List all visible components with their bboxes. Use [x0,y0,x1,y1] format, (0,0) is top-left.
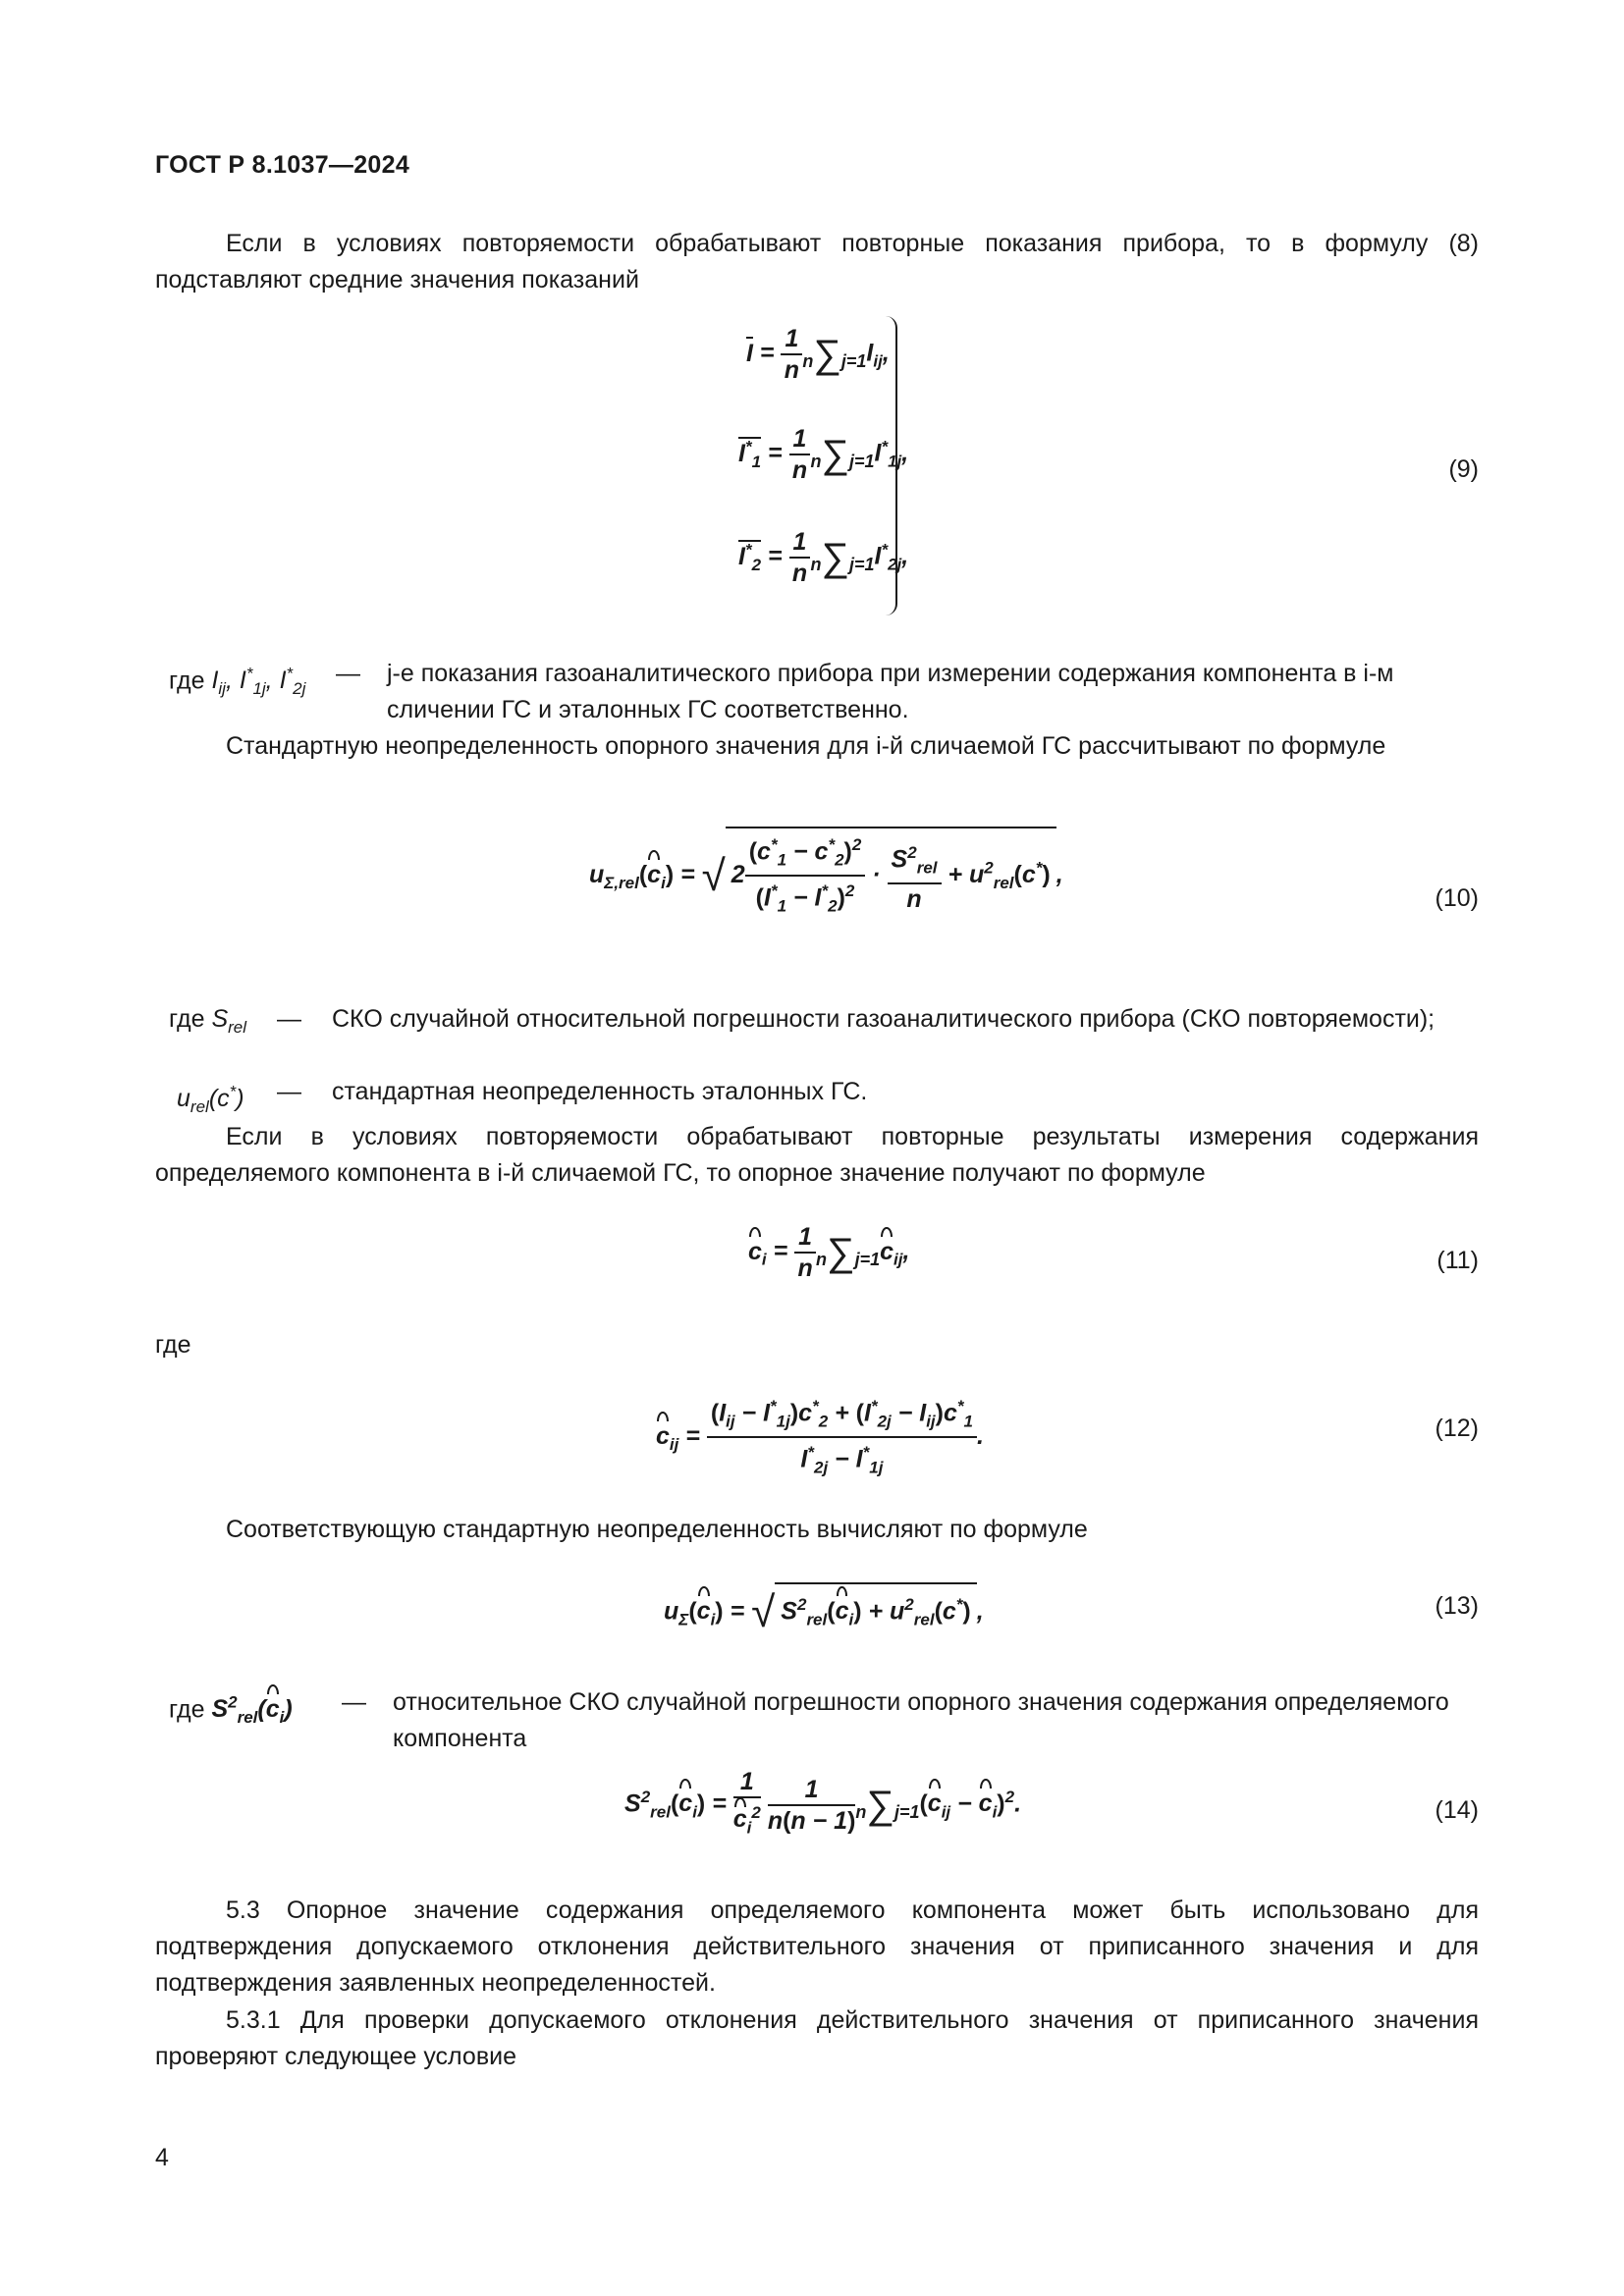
eq9-line-mean-i: I = $\frac{1}{n}$ $n\sum j=1I_{ij}$, [746,325,890,384]
where-dash: — [277,1078,301,1105]
where-dash: — [336,660,360,687]
where-block-sko [169,1001,1485,1117]
equation-14: $S^2_{rel}(c_i)$ = $\frac{1}{c_i^2}$ $\frac{1}{n(n - 1)}$ $n\sum j=1(c_{ij} - c_i)^2$. [624,1768,1022,1838]
symbol-s2-rel: $S^2_{rel}(c_i)$ [211,1693,293,1728]
where-desc-readings: j-е показания газоаналитического прибора при измерении содержания компонента в i-м сличении ГС и эталонных ГС соответственно. [387,660,1394,723]
eq14-number: (14) [1435,1796,1479,1824]
where-dash: — [277,1005,301,1033]
where-word-eq12: где [155,1331,191,1359]
paragraph-5-3-1: 5.3.1 Для проверки допускаемого отклонения действительного значения от приписанного значения проверяют следующее условие [155,2006,1479,2070]
eq13-number: (13) [1435,1592,1479,1620]
eq9-number: (9) [1448,455,1479,483]
eq9-line-mean-i1: $I^*_1$ = $\frac{1}{n}$ $n\sum j=1I^*_{1j}$, [738,425,909,484]
equation-13: $u_\Sigma(c_i)$ = √ $S^2_{rel}(c_i) + u^2_{rel}(c^*)$ , [664,1582,984,1637]
paragraph-5-3: 5.3 Опорное значение содержания определяемого компонента может быть использовано для подтверждения допускаемого отклонения действительного значения от приписанного значения и для подтверждения заявленных неопределенностей. [155,1896,1479,1997]
paragraph-repeated-readings: Если в условиях повторяемости обрабатывают повторные показания прибора, то в формулу (8) подставляют средние значения показаний [155,230,1479,294]
eq11-number: (11) [1436,1247,1479,1274]
equation-11: $c_i$ = $\frac{1}{n}$ $n\sum j=1c_{ij}$, [748,1223,910,1282]
document-header: ГОСТ Р 8.1037—2024 [155,151,410,179]
eq10-number: (10) [1435,884,1479,912]
paragraph-reference-value: Если в условиях повторяемости обрабатывают повторные результаты измерения содержания определяемого компонента в i-й сличаемой ГС, то опорное значение получают по формуле [155,1123,1479,1187]
where-word: где [169,1695,205,1724]
equation-10: $u_{\Sigma,rel}(c_i)$ = √ 2 $\frac{(c^*_1 - c^*_2)^2}{(I^*_1 - I^*_2)^2}$ · $\frac{S^2_{rel}}{n}$ + $u^2_{rel}(c^*)$ , [589,827,1063,922]
where-word: где [169,1005,205,1033]
where-desc-s2-rel: относительное СКО случайной погрешности опорного значения содержания определяемого компонента [393,1688,1449,1752]
where-block-readings [169,656,1485,734]
paragraph-corresponding-uncertainty: Соответствующую стандартную неопределенность вычисляют по формуле [226,1516,1088,1543]
symbol-u-rel: $u_{rel}(c^*)$ [177,1083,244,1117]
where-word: где [169,667,205,695]
paragraph-standard-uncertainty: Стандартную неопределенность опорного значения для i-й сличаемой ГС рассчитывают по формуле [226,732,1386,760]
eq9-line-mean-i2: $I^*_2$ = $\frac{1}{n}$ $n\sum j=1I^*_{2j}$, [738,528,909,587]
eq12-number: (12) [1435,1415,1479,1442]
eq9-right-brace [882,316,897,615]
where-dash: — [342,1688,366,1716]
where-desc-u-rel: стандартная неопределенность эталонных ГС. [332,1078,868,1105]
where-desc-s-rel: СКО случайной относительной погрешности газоаналитического прибора (СКО повторяемости); [332,1005,1435,1033]
equation-12: $c_{ij}$ = $\frac{(I_{ij} - I^*_{1j})c^*_2 + (I^*_{2j} - I_{ij})c^*_1}{I^*_{2j} - I^*_{1j}}$ . [656,1392,984,1483]
symbol-s-rel: $S_{rel}$ [211,1005,247,1037]
symbol-readings: $I_{ij}$, $I^*_{1j}$, $I^*_{2j}$ [211,665,306,699]
where-block-relative-sko [169,1684,1485,1763]
page-number: 4 [155,2144,169,2171]
